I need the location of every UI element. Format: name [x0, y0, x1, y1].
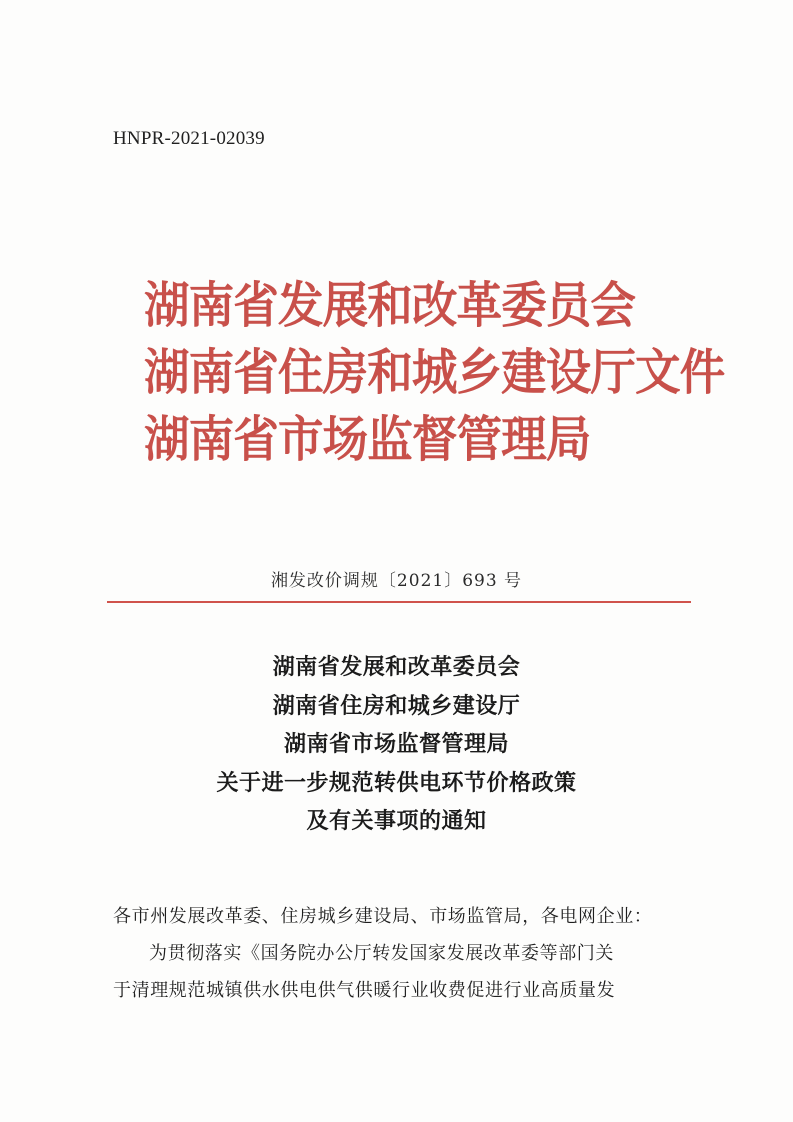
- title-line: 及有关事项的通知: [306, 808, 487, 834]
- issuer-line-development-reform-commission: 湖南省发展和改革委员会: [144, 276, 636, 334]
- salutation: 各市州发展改革委、住房城乡建设局、市场监管局，各电网企业：: [113, 906, 653, 927]
- title-line: 湖南省发展和改革委员会: [272, 654, 521, 680]
- title-line: 湖南省市场监督管理局: [283, 731, 509, 757]
- issuer-line-market-supervision-bureau: 湖南省市场监督管理局: [144, 410, 591, 468]
- body-paragraph-line: 为贯彻落实《国务院办公厅转发国家发展改革委等部门关: [149, 943, 614, 964]
- issuing-authorities-header: [144, 272, 724, 473]
- title-line: 湖南省住房和城乡建设厅: [272, 692, 521, 719]
- document-title: [0, 648, 793, 841]
- issuer-line-housing-construction-department: 湖南省住房和城乡建设厅文件: [144, 343, 725, 401]
- document-number: 湘发改价调规〔2021〕693 号: [270, 571, 523, 591]
- title-line: 关于进一步规范转供电环节价格政策: [216, 769, 577, 796]
- document-code: HNPR-2021-02039: [113, 128, 265, 149]
- red-divider-line: [107, 601, 691, 603]
- document-body: [113, 898, 693, 1009]
- body-paragraph-line: 于清理规范城镇供水供电供气供暖行业收费促进行业高质量发: [113, 980, 616, 1001]
